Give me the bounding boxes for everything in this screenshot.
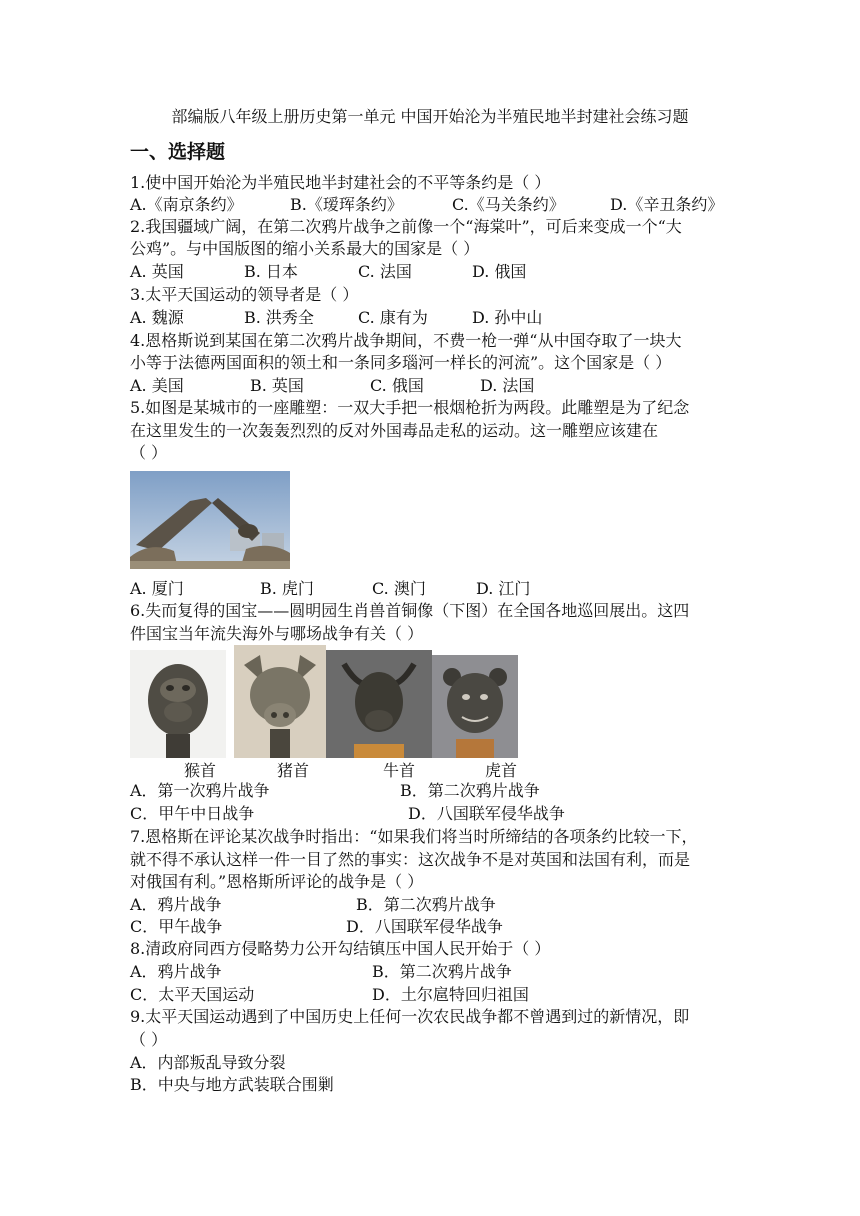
option-d: D. 江门 bbox=[476, 579, 531, 598]
option-b: B. 虎门 bbox=[260, 579, 314, 598]
question-3-stem: 3.太平天国运动的领导者是（ ） bbox=[130, 285, 359, 304]
question-4-stem-line2: 小等于法德两国面积的领土和一条同多瑙河一样长的河流”。这个国家是（ ） bbox=[130, 353, 672, 372]
question-4-stem-line1: 4.恩格斯说到某国在第二次鸦片战争期间，不费一枪一弹“从中国夺取了一块大 bbox=[130, 331, 682, 350]
caption-monkey-head: 猴首 bbox=[184, 761, 217, 780]
pig-head-bronze-image bbox=[234, 645, 326, 758]
question-7-stem-line3: 对俄国有利。”恩格斯所评论的战争是（ ） bbox=[130, 872, 424, 891]
monkey-head-bronze-image bbox=[130, 650, 226, 758]
option-c: C. 澳门 bbox=[372, 579, 426, 598]
option-b: B. 日本 bbox=[244, 262, 298, 281]
option-b: B．第二次鸦片战争 bbox=[400, 781, 540, 800]
option-d: D. 孙中山 bbox=[472, 308, 543, 327]
question-6-stem-line2: 件国宝当年流失海外与哪场战争有关（ ） bbox=[130, 624, 424, 643]
option-b: B．第二次鸦片战争 bbox=[372, 962, 512, 981]
option-d: D.《辛丑条约》 bbox=[610, 195, 724, 214]
option-a: A．第一次鸦片战争 bbox=[130, 781, 270, 800]
option-b: B. 洪秀全 bbox=[244, 308, 314, 327]
option-c: C.《马关条约》 bbox=[452, 195, 565, 214]
caption-ox-head: 牛首 bbox=[383, 761, 416, 780]
question-5-stem-line1: 5.如图是某城市的一座雕塑：一双大手把一根烟枪折为两段。此雕塑是为了纪念 bbox=[130, 398, 690, 417]
option-c: C．甲午中日战争 bbox=[130, 804, 255, 823]
option-a: A．鸦片战争 bbox=[130, 895, 222, 914]
option-c: C．甲午战争 bbox=[130, 917, 223, 936]
option-d: D. 法国 bbox=[480, 376, 535, 395]
broken-opium-pipe-sculpture-image bbox=[130, 471, 290, 569]
option-c: C．太平天国运动 bbox=[130, 985, 255, 1004]
option-d: D．土尔扈特回归祖国 bbox=[372, 985, 529, 1004]
option-a: A．鸦片战争 bbox=[130, 962, 222, 981]
question-9-option-a: A．内部叛乱导致分裂 bbox=[130, 1053, 286, 1072]
option-b: B．第二次鸦片战争 bbox=[356, 895, 496, 914]
option-b: B. 英国 bbox=[250, 376, 304, 395]
question-8-stem: 8.清政府同西方侵略势力公开勾结镇压中国人民开始于（ ） bbox=[130, 939, 551, 958]
section-heading: 一、选择题 bbox=[130, 141, 226, 163]
option-b: B.《瑷珲条约》 bbox=[290, 195, 403, 214]
question-5-stem-line2: 在这里发生的一次轰轰烈烈的反对外国毒品走私的运动。这一雕塑应该建在 bbox=[130, 421, 659, 440]
ox-head-bronze-image bbox=[326, 650, 432, 758]
caption-tiger-head: 虎首 bbox=[485, 761, 518, 780]
question-6-stem-line1: 6.失而复得的国宝——圆明园生肖兽首铜像（下图）在全国各地巡回展出。这四 bbox=[130, 601, 690, 620]
question-7-stem-line2: 就不得不承认这样一件一目了然的事实：这次战争不是对英国和法国有利，而是 bbox=[130, 850, 691, 869]
question-2-stem-line1: 2.我国疆域广阔，在第二次鸦片战争之前像一个“海棠叶”，可后来变成一个“大 bbox=[130, 217, 682, 236]
caption-pig-head: 猪首 bbox=[277, 761, 310, 780]
option-c: C. 法国 bbox=[358, 262, 412, 281]
question-2-stem-line2: 公鸡”。与中国版图的缩小关系最大的国家是（ ） bbox=[130, 239, 480, 258]
option-d: D．八国联军侵华战争 bbox=[346, 917, 503, 936]
option-d: D．八国联军侵华战争 bbox=[408, 804, 565, 823]
question-7-stem-line1: 7.恩格斯在评论某次战争时指出：“如果我们将当时所缔结的各项条约比较一下， bbox=[130, 827, 698, 846]
option-c: C. 俄国 bbox=[370, 376, 424, 395]
option-a: A. 美国 bbox=[130, 376, 184, 395]
option-c: C. 康有为 bbox=[358, 308, 428, 327]
question-1-stem: 1.使中国开始沦为半殖民地半封建社会的不平等条约是（ ） bbox=[130, 173, 551, 192]
question-9-option-b: B．中央与地方武装联合围剿 bbox=[130, 1075, 334, 1094]
tiger-head-bronze-image bbox=[432, 655, 518, 758]
option-a: A. 英国 bbox=[130, 262, 184, 281]
option-a: A. 厦门 bbox=[130, 579, 184, 598]
document-title: 部编版八年级上册历史第一单元 中国开始沦为半殖民地半封建社会练习题 bbox=[171, 107, 689, 126]
question-9-stem-line2: （ ） bbox=[130, 1030, 168, 1049]
question-9-stem-line1: 9.太平天国运动遇到了中国历史上任何一次农民战争都不曾遇到过的新情况，即 bbox=[130, 1007, 690, 1026]
question-5-stem-line3: （ ） bbox=[130, 443, 168, 462]
option-a: A.《南京条约》 bbox=[130, 195, 243, 214]
option-d: D. 俄国 bbox=[472, 262, 527, 281]
option-a: A. 魏源 bbox=[130, 308, 184, 327]
